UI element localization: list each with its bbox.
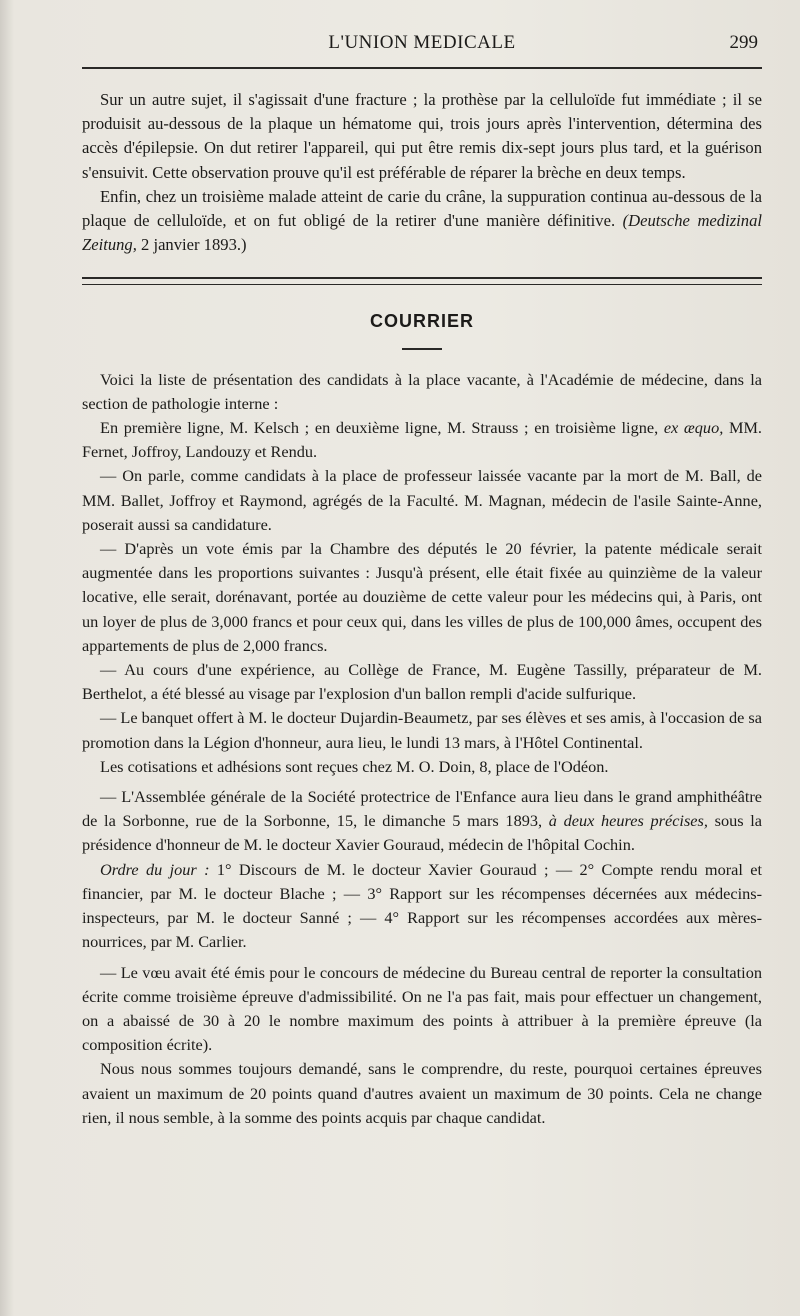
section-divider	[82, 277, 762, 285]
intro-carie-date: 2 janvier 1893.)	[136, 235, 247, 255]
courrier-paragraph-professeur: — On parle, comme candidats à la place de professeur laissée vacante par la mort de M. Ball, de MM. Ballet, Joffroy et Raymond, agrégés de la Faculté. M. Magnan, médecin de l'asile Sainte-Anne, poserait aussi sa candidature.	[82, 466, 762, 534]
assemblee-text-a: — L'Assemblée générale de la Société protectrice de l'Enfance aura lieu dans le grand amphithéâtre de la Sorbonne, rue de la Sorbonne, 15, le dimanche 5 mars 1893,	[82, 787, 762, 831]
intro-carie-source: (Deutsche medizinal Zeitung,	[82, 211, 762, 255]
assemblee-heure: à deux heures précises,	[548, 811, 708, 831]
courrier-paragraph-lignes	[82, 416, 762, 464]
courrier-paragraph-academie: Voici la liste de présentation des candidats à la place vacante, à l'Académie de médecine, dans la section de pathologie interne :	[82, 369, 762, 413]
courrier-paragraph-concours: — Le vœu avait été émis pour le concours de médecine du Bureau central de reporter la consultation écrite comme troisième épreuve d'admissibilité. On ne l'a pas fait, mais pour effectuer un changement, on a abaissé de 30 à 20 le nombre maximum des points à attribuer à la première épreuve (la composition écrite).	[82, 962, 762, 1055]
ordre-du-jour-text: 1° Discours de M. le docteur Xavier Gouraud ; — 2° Compte rendu moral et financier, par M. le docteur Blache ; — 3° Rapport sur les récompenses décernées aux médecins-inspecteurs, par M. le docteur Sanné ; — 4° Rapport sur les récompenses accordées aux mères-nourrices, par M. Carlier.	[82, 859, 762, 952]
lignes-text-b: MM. Fernet, Joffroy, Landouzy et Rendu.	[82, 418, 762, 462]
assemblee-text-b: sous la présidence d'honneur de M. le docteur Xavier Gouraud, médecin de l'hôpital Cochin.	[82, 811, 763, 855]
courrier-paragraph-banquet: — Le banquet offert à M. le docteur Dujardin-Beaumetz, par ses élèves et ses amis, à l'occasion de sa promotion dans la Légion d'honneur, aura lieu, le lundi 13 mars, à l'Hôtel Continental.	[82, 708, 762, 752]
lignes-text-a: En première ligne, M. Kelsch ; en deuxième ligne, M. Strauss ; en troisième ligne,	[100, 418, 664, 438]
courrier-paragraph-ordre-du-jour	[82, 858, 762, 955]
header-rule	[82, 67, 762, 69]
page-number: 299	[729, 32, 758, 53]
page-header	[82, 30, 762, 60]
courrier-paragraph-patente: — D'après un vote émis par la Chambre des députés le 20 février, la patente médicale serait augmentée dans les proportions suivantes : Jusqu'à présent, elle était fixée au quinzième de la valeur locative, elle serait, dorénavant, portée au douzième de cette valeur pour les médecins qui, à Paris, ont un loyer de plus de 3,000 francs et pour ceux qui, dans les villes de plus de 100,000 âmes, occupent des appartements de plus de 2,000 francs.	[82, 539, 762, 655]
section-title: COURRIER	[369, 311, 474, 332]
courrier-paragraph-cotisations: Les cotisations et adhésions sont reçues chez M. O. Doin, 8, place de l'Odéon.	[100, 756, 609, 776]
running-title: L'UNION MEDICALE	[328, 32, 516, 53]
intro-paragraph-fracture: Sur un autre sujet, il s'agissait d'une fracture ; la prothèse par la celluloïde fut immédiate ; il se produisit au-dessous de la plaque un hématome qui, trois jours après l'intervention, détermina des accès d'épilepsie. On dut retirer l'appareil, qui put être remis dix-sept jours plus tard, et la guérison s'ensuivit. Cette observation prouve qu'il est préférable de réparer la brèche en deux temps.	[82, 90, 762, 182]
courrier-paragraph-tassilly: — Au cours d'une expérience, au Collège de France, M. Eugène Tassilly, préparateur de M. Berthelot, a été blessé au visage par l'explosion d'un ballon rempli d'acide sulfurique.	[82, 660, 762, 704]
courrier-paragraph-assemblee	[82, 785, 762, 858]
ordre-du-jour-label: Ordre du jour :	[100, 859, 210, 879]
title-underline	[402, 348, 442, 350]
intro-carie-text: Enfin, chez un troisième malade atteint de carie du crâne, la suppuration continua au-dessous de la plaque de celluloïde, et on fut obligé de la retirer d'une manière définitive.	[82, 186, 762, 231]
intro-paragraph-carie	[82, 185, 762, 258]
lignes-ex-aequo: ex æquo,	[663, 418, 724, 438]
page-content	[82, 88, 762, 1130]
courrier-paragraph-points: Nous nous sommes toujours demandé, sans le comprendre, du reste, pourquoi certaines épreuves avaient un maximum de 20 points quand d'autres avaient un maximum de 30 points. Cela ne change rien, il nous semble, à la somme des points acquis par chaque candidat.	[82, 1059, 762, 1127]
